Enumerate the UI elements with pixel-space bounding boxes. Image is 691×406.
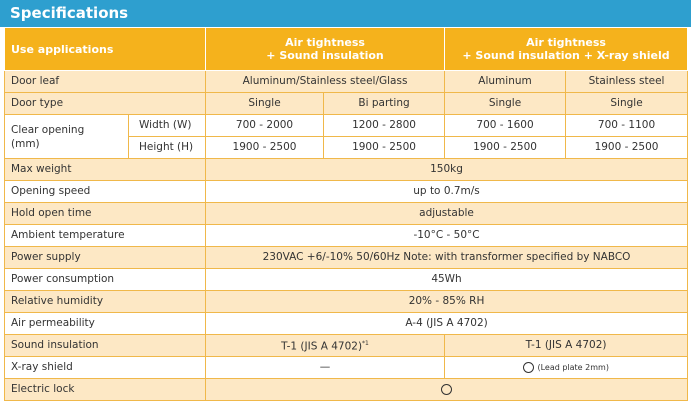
power-supply-label: Power supply xyxy=(5,247,206,269)
clear-opening-label xyxy=(5,115,129,159)
table-row xyxy=(5,115,688,137)
table-row xyxy=(5,225,688,247)
header-use-applications: Use applications xyxy=(5,28,206,71)
table-row xyxy=(5,71,688,93)
page-title: Specifications xyxy=(0,0,691,27)
electric-lock-label: Electric lock xyxy=(5,379,206,401)
height-value-3: 1900 - 2500 xyxy=(445,137,566,159)
door-type-value-3: Single xyxy=(445,93,566,115)
width-value-3: 700 - 1600 xyxy=(445,115,566,137)
opening-speed-value: up to 0.7m/s xyxy=(206,181,688,203)
table-header-row xyxy=(5,28,688,71)
table-row xyxy=(5,313,688,335)
table-row xyxy=(5,93,688,115)
sound-insulation-value-1-text: T-1 (JIS A 4702) xyxy=(281,340,363,353)
door-type-value-1: Single xyxy=(206,93,324,115)
sound-insulation-value-2: T-1 (JIS A 4702) xyxy=(445,335,688,357)
header-air-sound-xray-line2: + Sound insulation + X-ray shield xyxy=(462,49,670,62)
height-value-2: 1900 - 2500 xyxy=(324,137,445,159)
header-air-sound-line2: + Sound insulation xyxy=(266,49,384,62)
max-weight-label: Max weight xyxy=(5,159,206,181)
power-consumption-label: Power consumption xyxy=(5,269,206,291)
xray-shield-value-2 xyxy=(445,357,688,379)
table-row xyxy=(5,203,688,225)
table-row xyxy=(5,181,688,203)
power-supply-value: 230VAC +6/-10% 50/60Hz Note: with transformer specified by NABCO xyxy=(206,247,688,269)
table-row xyxy=(5,291,688,313)
ambient-temperature-label: Ambient temperature xyxy=(5,225,206,247)
circle-icon xyxy=(441,384,452,395)
specifications-table xyxy=(4,27,688,401)
height-label: Height (H) xyxy=(129,137,206,159)
door-type-value-2: Bi parting xyxy=(324,93,445,115)
header-air-sound-xray xyxy=(445,28,688,71)
height-value-4: 1900 - 2500 xyxy=(566,137,688,159)
air-permeability-value: A-4 (JIS A 4702) xyxy=(206,313,688,335)
door-type-value-4: Single xyxy=(566,93,688,115)
width-label: Width (W) xyxy=(129,115,206,137)
table-row xyxy=(5,247,688,269)
hold-open-time-label: Hold open time xyxy=(5,203,206,225)
ambient-temperature-value: -10°C - 50°C xyxy=(206,225,688,247)
door-leaf-value-3: Stainless steel xyxy=(566,71,688,93)
table-row xyxy=(5,357,688,379)
air-permeability-label: Air permeability xyxy=(5,313,206,335)
sound-insulation-label: Sound insulation xyxy=(5,335,206,357)
width-value-2: 1200 - 2800 xyxy=(324,115,445,137)
header-air-sound xyxy=(206,28,445,71)
xray-shield-label: X-ray shield xyxy=(5,357,206,379)
hold-open-time-value: adjustable xyxy=(206,203,688,225)
relative-humidity-label: Relative humidity xyxy=(5,291,206,313)
power-consumption-value: 45Wh xyxy=(206,269,688,291)
electric-lock-value xyxy=(206,379,688,401)
width-value-1: 700 - 2000 xyxy=(206,115,324,137)
table-row xyxy=(5,269,688,291)
xray-shield-value-1: — xyxy=(206,357,445,379)
relative-humidity-value: 20% - 85% RH xyxy=(206,291,688,313)
sound-insulation-footnote: *1 xyxy=(362,340,369,348)
opening-speed-label: Opening speed xyxy=(5,181,206,203)
width-value-4: 700 - 1100 xyxy=(566,115,688,137)
door-leaf-value-2: Aluminum xyxy=(445,71,566,93)
clear-opening-label-line1: Clear opening xyxy=(11,123,85,136)
sound-insulation-value-1 xyxy=(206,335,445,357)
clear-opening-label-line2: (mm) xyxy=(11,137,40,150)
circle-icon xyxy=(523,362,534,373)
height-value-1: 1900 - 2500 xyxy=(206,137,324,159)
xray-shield-note: (Lead plate 2mm) xyxy=(537,362,609,372)
table-row xyxy=(5,335,688,357)
max-weight-value: 150kg xyxy=(206,159,688,181)
door-leaf-label: Door leaf xyxy=(5,71,206,93)
table-row xyxy=(5,379,688,401)
door-type-label: Door type xyxy=(5,93,206,115)
door-leaf-value-1: Aluminum/Stainless steel/Glass xyxy=(206,71,445,93)
header-air-sound-line1: Air tightness xyxy=(285,36,365,49)
header-air-sound-xray-line1: Air tightness xyxy=(526,36,606,49)
table-row xyxy=(5,159,688,181)
